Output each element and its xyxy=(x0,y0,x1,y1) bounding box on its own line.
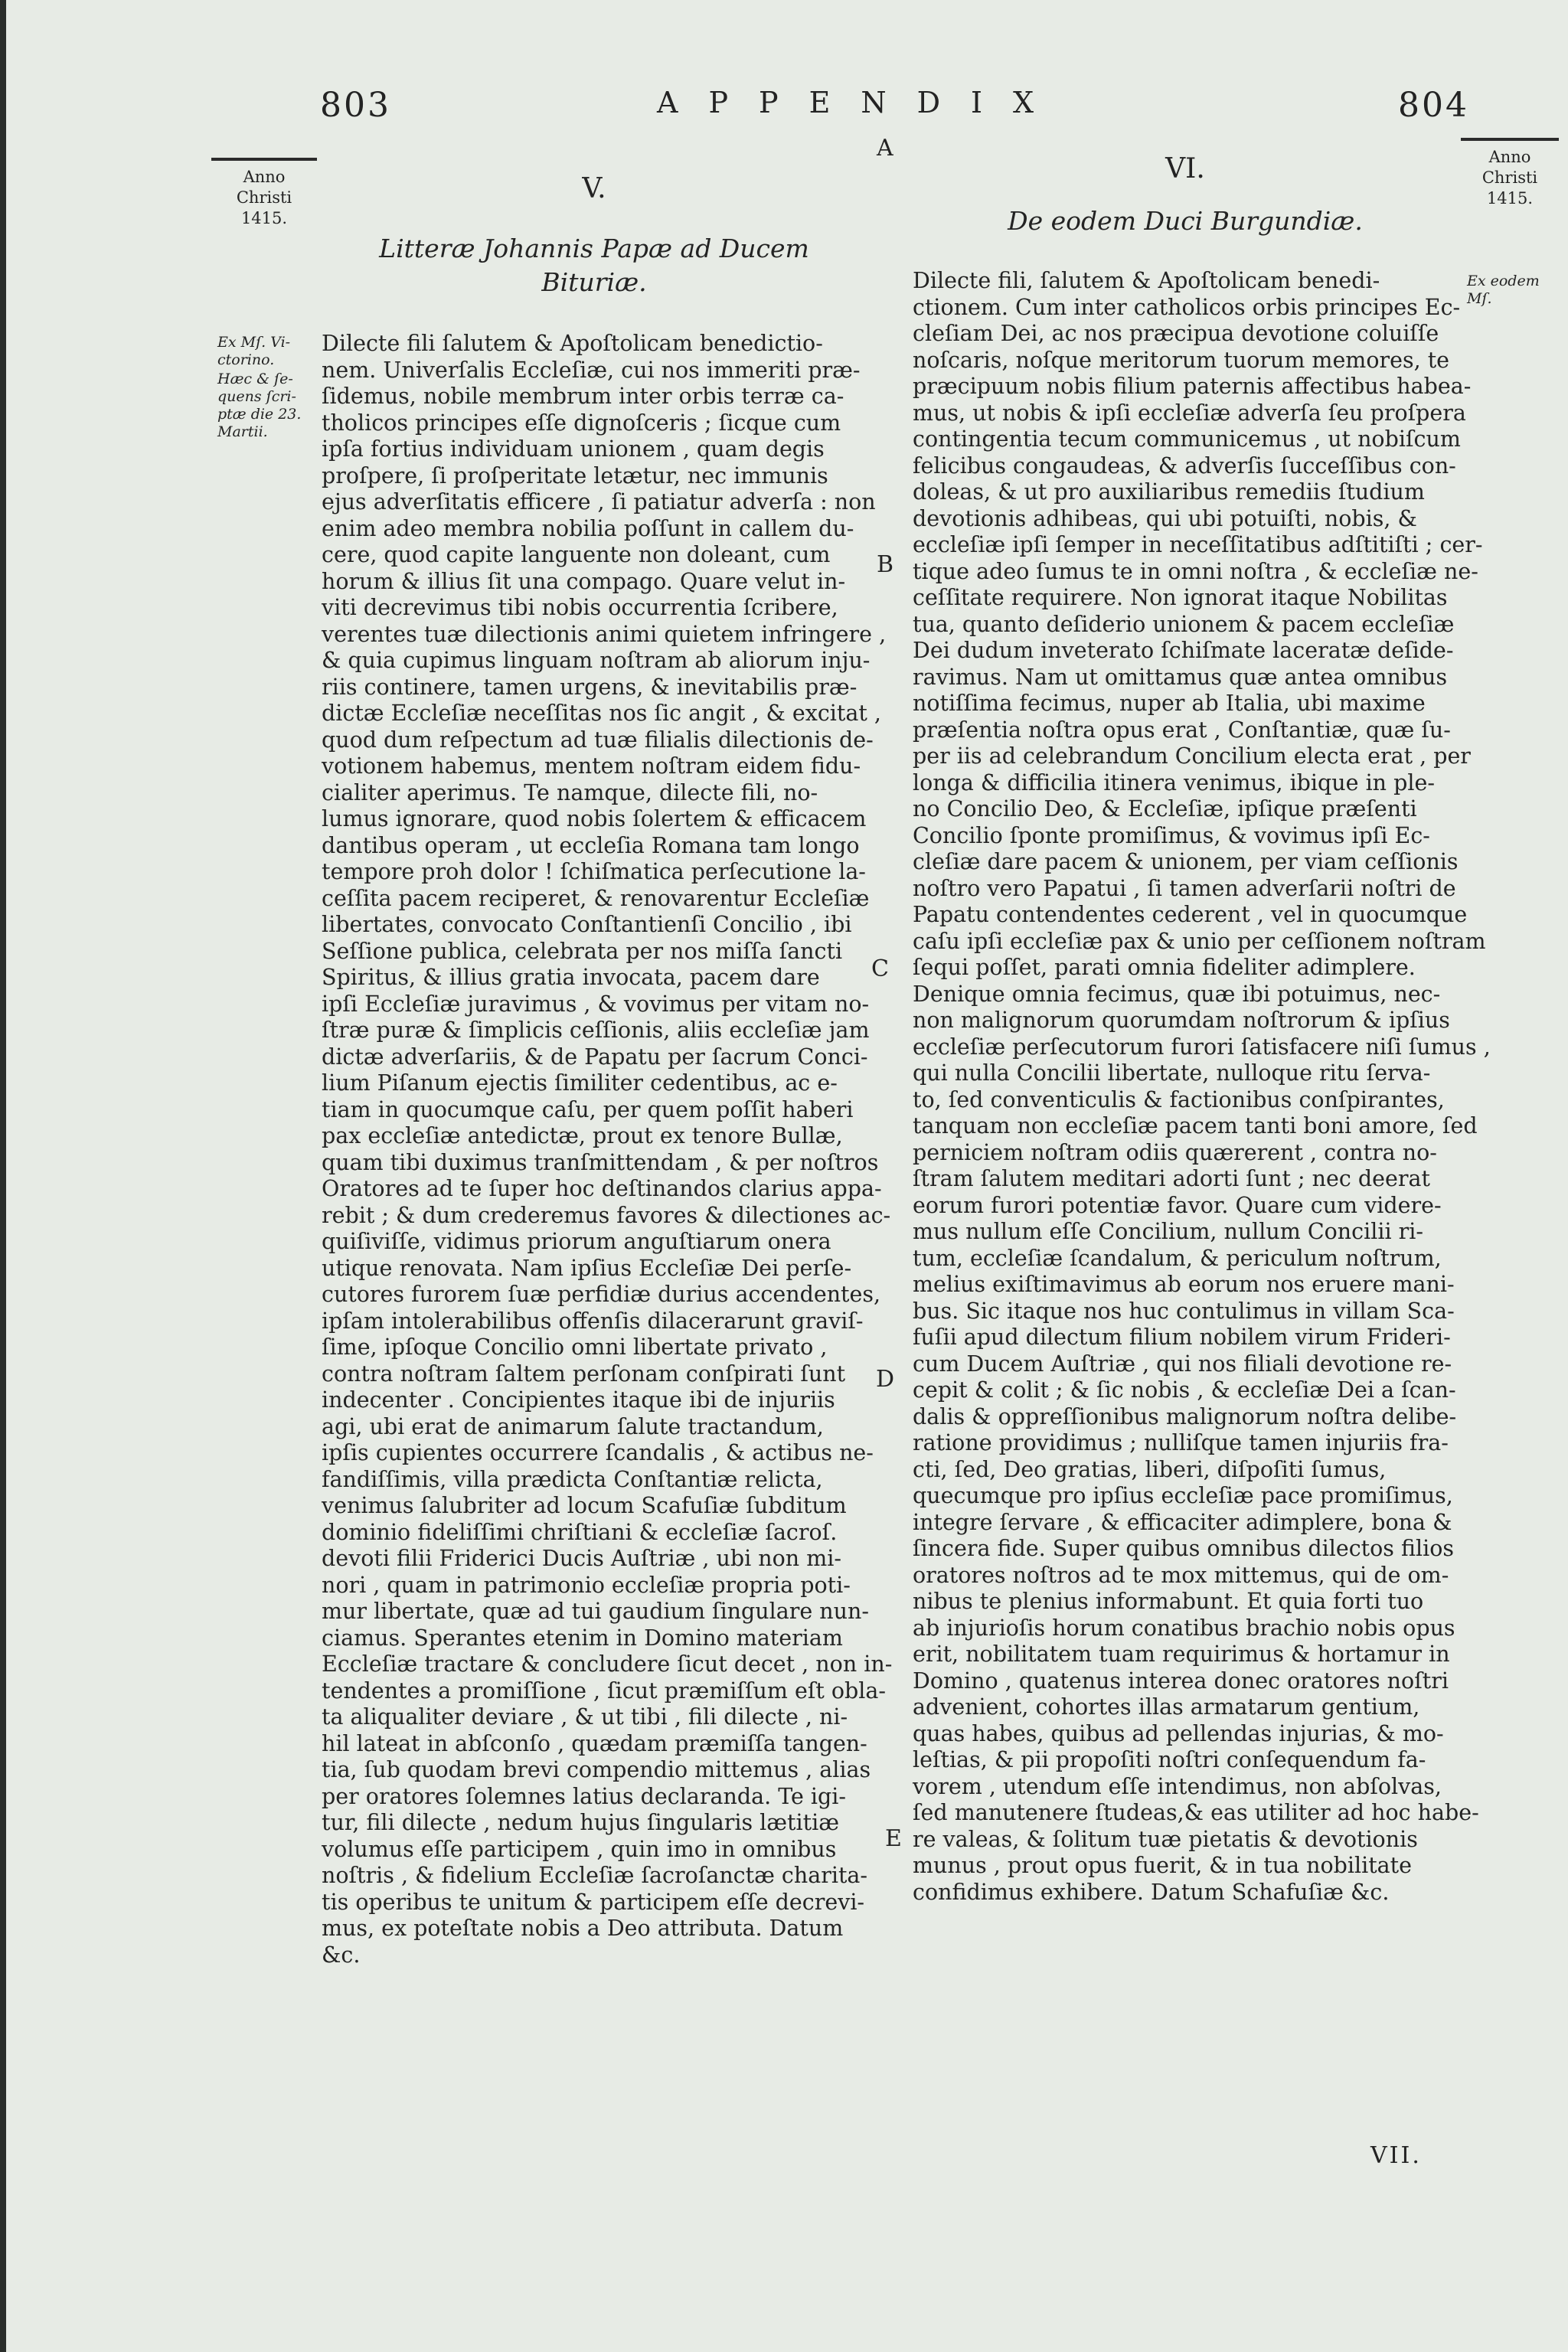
christi-word: Christi xyxy=(1481,168,1538,187)
text-line: contingentia tecum communicemus , ut nobiſcum xyxy=(913,426,1461,452)
text-line: tia, ſub quodam brevi compendio mittemus , alias xyxy=(322,1757,871,1782)
text-line: cti, ſed, Deo gratias, liberi, diſpoſiti ſumus, xyxy=(913,1456,1387,1482)
text-line: horum & illius ſit una compago. Quare velut in- xyxy=(322,568,846,594)
text-line: cum Ducem Auſtriæ , qui nos filiali devotione re- xyxy=(913,1351,1452,1377)
running-title: APPENDIX xyxy=(657,86,1065,119)
text-line: mus, ex poteſtate nobis a Deo attributa. Datum xyxy=(322,1916,844,1941)
text-line: integre ſervare , & efficaciter adimplere, bona & xyxy=(913,1509,1452,1535)
text-line: ſtram ſalutem meditari adorti ſunt ; nec deerat xyxy=(913,1166,1430,1191)
text-line: ſidemus, nobile membrum inter orbis terræ ca- xyxy=(322,384,844,409)
text-line: dalis & oppreſſionibus malignorum noſtra delibe- xyxy=(913,1403,1457,1429)
anno-year: 1415. xyxy=(240,209,288,227)
text-line: votionem habemus, mentem noſtram eidem fidu- xyxy=(322,753,861,779)
text-line: quiſiviſſe, vidimus priorum anguſtiarum onera xyxy=(322,1229,831,1254)
text-line: ravimus. Nam ut omittamus quæ antea omnibus xyxy=(913,664,1448,690)
text-line: eccleſiæ perſecutorum furori ſatisfacere niſi ſumus , xyxy=(913,1034,1491,1060)
text-line: Concilio ſponte promiſimus, & vovimus ipſi Ec- xyxy=(913,822,1430,848)
text-line: noſtris , & fidelium Eccleſiæ ſacroſanctæ charita- xyxy=(322,1863,868,1888)
text-line: Eccleſiæ tractare & concludere ſicut decet , non in- xyxy=(322,1651,893,1677)
letter-vi-heading xyxy=(913,153,1458,238)
text-line: noſcaris, noſque meritorum tuorum memores, te xyxy=(913,347,1450,373)
text-line: ceſſita pacem reciperet, & renovarentur Eccleſiæ xyxy=(322,885,870,911)
text-line: & quia cupimus linguam noſtram ab aliorum inju- xyxy=(322,648,871,673)
text-line: ipſa fortius individuam unionem , quam degis xyxy=(322,436,825,462)
text-line: volumus eſſe participem , quin imo in omnibus xyxy=(322,1836,837,1862)
anno-christi-left xyxy=(211,158,317,229)
text-line: ſtræ puræ & ſimplicis ceſſionis, aliis eccleſiæ jam xyxy=(322,1018,870,1043)
margin-letter-e: E xyxy=(885,1825,902,1852)
text-line: lium Piſanum ejectis ſimiliter cedentibus, ac e- xyxy=(322,1070,838,1096)
text-line: contra noſtram ſaltem perſonam conſpirati ſunt xyxy=(322,1361,846,1387)
text-line: utique renovata. Nam ipſius Eccleſiæ Dei perſe- xyxy=(322,1255,852,1281)
text-line: pax eccleſiæ antedictæ, prout ex tenore Bullæ, xyxy=(322,1123,843,1148)
text-line: confidimus exhibere. Datum Schafuſiæ &c. xyxy=(913,1879,1390,1905)
text-line: advenient, cohortes illas armatarum gentium, xyxy=(913,1694,1420,1720)
left-page-number: 803 xyxy=(320,86,391,125)
text-line: tur, fili dilecte , nedum hujus ſingularis lætitiæ xyxy=(322,1810,839,1835)
text-line: ejus adverſitatis efficere , ſi patiatur adverſa : non xyxy=(322,489,876,514)
text-line: dictæ adverſariis, & de Papatu per ſacrum Conci- xyxy=(322,1044,868,1070)
letter-v-heading xyxy=(322,173,867,299)
text-line: tendentes a promiſſione , ſicut præmiſſum eſt obla- xyxy=(322,1677,887,1704)
christi-word: Christi xyxy=(236,188,292,207)
text-line: cepit & colit ; & ſic nobis , & eccleſiæ Dei a ſcan- xyxy=(913,1377,1456,1403)
margin-letter-d: D xyxy=(876,1366,895,1393)
catchword: VII. xyxy=(1370,2142,1422,2169)
text-line: per oratores ſolemnes latius declaranda. Te igi- xyxy=(322,1783,847,1809)
text-line: mur libertate, quæ ad tui gaudium ſingulare nun- xyxy=(322,1599,869,1624)
text-line: tholicos principes eſſe dignoſceris ; ſicque cum xyxy=(322,410,841,436)
letter-vi-number: VI. xyxy=(1165,153,1205,185)
text-line: melius exiſtimavimus ab eorum nos eruere mani- xyxy=(913,1272,1455,1297)
text-line: non malignorum quorumdam noſtrorum & ipſius xyxy=(913,1008,1450,1033)
text-line: eorum furori potentiæ favor. Quare cum videre- xyxy=(913,1192,1442,1218)
text-line: præcipuum nobis filium paternis affectibus habea- xyxy=(913,374,1472,399)
text-line: oratores noſtros ad te mox mittemus, qui de om- xyxy=(913,1562,1449,1588)
text-line: to, ſed conventiculis & factionibus conſpirantes, xyxy=(913,1086,1445,1112)
text-line: hil lateat in abſconſo , quædam præmiſſa tangen- xyxy=(322,1730,867,1756)
text-line: devotionis adhibeas, qui ubi potuiſti, nobis, & xyxy=(913,505,1417,531)
text-line: fuſii apud dilectum filium nobilem virum Frideri- xyxy=(913,1325,1451,1350)
text-line: tis operibus te unitum & participem eſſe decrevi- xyxy=(322,1889,865,1915)
margin-note-right: Ex eodem Mſ. xyxy=(1467,273,1540,307)
text-line: cutores furorem ſuæ perfidiæ durius accendentes, xyxy=(322,1282,881,1307)
text-line: tanquam non eccleſiæ pacem tanti boni amore, ſed xyxy=(913,1113,1478,1138)
text-line: Seſſione publica, celebrata per nos miſſa ſancti xyxy=(322,938,843,964)
text-line: cleſiam Dei, ac nos præcipua devotione coluiſſe xyxy=(913,321,1439,346)
anno-rule xyxy=(1461,138,1559,141)
text-line: vorem , utendum eſſe intendimus, non abſolvas, xyxy=(913,1773,1442,1799)
text-line: quam tibi duximus tranſmittendam , & per noſtros xyxy=(322,1149,879,1175)
text-line: qui nulla Concilii libertate, nulloque ritu ſerva- xyxy=(913,1060,1431,1086)
text-line: ratione providimus ; nulliſque tamen injuriis fra- xyxy=(913,1430,1449,1455)
text-line: ſequi poſſet, parati omnia fideliter adimplere. xyxy=(913,955,1416,980)
text-line: ſime, ipſoque Concilio omni libertate privato , xyxy=(322,1334,828,1360)
text-line: ipſi Eccleſiæ juravimus , & vovimus per vitam no- xyxy=(322,991,870,1017)
text-line: munus , prout opus fuerit, & in tua nobilitate xyxy=(913,1853,1412,1878)
text-line: Spiritus, & illius gratia invocata, pacem dare xyxy=(322,965,820,990)
text-line: lumus ignorare, quod nobis ſolertem & efficacem xyxy=(322,806,867,831)
text-line: tique adeo ſumus te in omni noſtra , & eccleſiæ ne- xyxy=(913,558,1478,584)
text-line: mus nullum eſſe Concilium, nullum Concilii ri- xyxy=(913,1219,1424,1244)
text-line: quod dum reſpectum ad tuæ filialis dilectionis de- xyxy=(322,727,874,753)
text-line: leſtias, & pii propoſiti noſtri conſequendum fa- xyxy=(913,1747,1426,1772)
page-edge-shadow xyxy=(0,0,6,2352)
text-line: ab injurioſis horum conatibus brachio nobis opus xyxy=(913,1615,1455,1641)
text-line: fandiſſimis, villa prædicta Conſtantiæ relicta, xyxy=(322,1466,823,1492)
text-line: Papatu contendentes cederent , vel in quocumque xyxy=(913,902,1468,927)
right-page-number: 804 xyxy=(1398,86,1469,125)
text-line: erit, nobilitatem tuam requirimus & hortamur in xyxy=(913,1642,1450,1667)
text-line: no Concilio Deo, & Eccleſiæ, ipſique præſenti xyxy=(913,796,1417,822)
text-line: ta aliqualiter deviare , & ut tibi , fili dilecte , ni- xyxy=(322,1704,848,1730)
text-line: Oratores ad te ſuper hoc deſtinandos clarius appa- xyxy=(322,1176,882,1201)
letter-vi-text xyxy=(913,268,1491,1906)
text-line: Dilecte fili, ſalutem & Apoſtolicam benedi- xyxy=(913,268,1380,293)
margin-note-source: Ex Mſ. Vi- ctorino. xyxy=(217,334,291,368)
text-line: verentes tuæ dilectionis animi quietem infringere , xyxy=(322,621,887,647)
text-line: tiam in quocumque caſu, per quem poſſit haberi xyxy=(322,1096,854,1122)
text-line: Dei dudum inveterato ſchiſmate laceratæ deſide- xyxy=(913,638,1454,663)
text-line: cialiter aperimus. Te namque, dilecte fili, no- xyxy=(322,779,818,805)
text-line: quecumque pro ipſius eccleſiæ pace promiſimus, xyxy=(913,1483,1453,1508)
anno-rule xyxy=(211,158,317,161)
text-line: enim adeo membra nobilia poſſunt in callem du- xyxy=(322,515,854,541)
text-line: per iis ad celebrandum Concilium electa erat , per xyxy=(913,743,1471,769)
margin-note-date: Hæc & ſe- quens ſcri- ptæ die 23. Martii. xyxy=(217,371,302,440)
text-line: perniciem noſtram odiis quærerent , contra no- xyxy=(913,1139,1437,1165)
text-line: indecenter . Concipientes itaque ibi de injuriis xyxy=(322,1387,835,1413)
text-line: tum, eccleſiæ ſcandalum, & periculum noſtrum, xyxy=(913,1245,1442,1271)
text-line: nem. Univerſalis Eccleſiæ, cui nos immeriti præ- xyxy=(322,357,861,383)
text-line: nori , quam in patrimonio eccleſiæ propria poti- xyxy=(322,1572,851,1598)
anno-word: Anno xyxy=(243,168,286,186)
anno-year: 1415. xyxy=(1486,189,1534,207)
text-line: tempore proh dolor ! ſchiſmatica perſecutione la- xyxy=(322,859,866,884)
text-line: longa & difficilia itinera venimus, ibique in ple- xyxy=(913,769,1435,795)
text-line: noſtro vero Papatui , ſi tamen adverſarii noſtri de xyxy=(913,875,1456,901)
text-line: quas habes, quibus ad pellendas injurias, & mo- xyxy=(913,1720,1444,1746)
text-line: dominio fideliſſimi chriſtiani & eccleſiæ ſacroſ. xyxy=(322,1519,838,1545)
letter-v-text xyxy=(322,331,893,1968)
text-line: nibus te plenius informabunt. Et quia forti tuo xyxy=(913,1589,1424,1614)
text-line: dantibus operam , ut eccleſia Romana tam longo xyxy=(322,832,860,858)
text-line: bus. Sic itaque nos huc contulimus in villam Sca- xyxy=(913,1298,1455,1324)
text-line: ceſſitate requirere. Non ignorat itaque Nobilitas xyxy=(913,585,1448,610)
text-line: præſentia noſtra opus erat , Conſtantiæ, quæ ſu- xyxy=(913,717,1451,743)
text-line: doleas, & ut pro auxiliaribus remediis ſtudium xyxy=(913,479,1425,505)
text-line: ſincera fide. Super quibus omnibus dilectos filios xyxy=(913,1536,1454,1561)
text-line: ctionem. Cum inter catholicos orbis principes Ec- xyxy=(913,294,1461,320)
text-line: &c. xyxy=(322,1942,361,1968)
anno-word: Anno xyxy=(1488,148,1531,166)
text-line: ciamus. Sperantes etenim in Domino materiam xyxy=(322,1625,843,1651)
text-line: cere, quod capite languente non doleant, cum xyxy=(322,542,831,567)
text-line: felicibus congaudeas, & adverſis ſucceſſibus con- xyxy=(913,452,1456,479)
text-line: tua, quanto deſiderio unionem & pacem eccleſiæ xyxy=(913,611,1455,637)
letter-vi-title: De eodem Duci Burgundiæ. xyxy=(1008,206,1363,236)
text-line: rebit ; & dum crederemus favores & dilectiones ac- xyxy=(322,1202,891,1228)
text-line: Dilecte fili ſalutem & Apoſtolicam benedictio- xyxy=(322,331,823,356)
margin-letter-a: A xyxy=(877,135,893,162)
text-line: agi, ubi erat de animarum ſalute tractandum, xyxy=(322,1413,824,1439)
letter-v-title: Litteræ Johannis Papæ ad Ducem Bituriæ. xyxy=(379,234,809,297)
text-line: cleſiæ dare pacem & unionem, per viam ceſſionis xyxy=(913,849,1459,874)
text-line: Denique omnia fecimus, quæ ibi potuimus, nec- xyxy=(913,981,1441,1007)
text-line: mus, ut nobis & ipſi eccleſiæ adverſa ſeu proſpera xyxy=(913,400,1466,426)
text-line: ipſis cupientes occurrere ſcandalis , & actibus ne- xyxy=(322,1440,874,1465)
text-line: eccleſiæ ipſi ſemper in neceſſitatibus adſtitiſti ; cer- xyxy=(913,532,1483,557)
text-line: devoti filii Friderici Ducis Auſtriæ , ubi non mi- xyxy=(322,1546,841,1571)
text-line: notiſſima fecimus, nuper ab Italia, ubi maxime xyxy=(913,691,1426,716)
text-line: dictæ Eccleſiæ neceſſitas nos ſic angit , & excitat , xyxy=(322,701,881,726)
text-line: ipſam intolerabilibus offenſis dilacerarunt graviſ- xyxy=(322,1308,864,1334)
anno-christi-right xyxy=(1461,138,1559,209)
text-line: venimus ſalubriter ad locum Scafuſiæ ſubditum xyxy=(322,1493,847,1518)
margin-letter-c: C xyxy=(871,956,889,982)
margin-letter-b: B xyxy=(877,551,894,578)
text-line: re valeas, & ſolitum tuæ pietatis & devotionis xyxy=(913,1826,1418,1852)
text-line: riis continere, tamen urgens, & inevitabilis præ- xyxy=(322,674,858,700)
text-line: Domino , quatenus interea donec oratores noſtri xyxy=(913,1668,1449,1694)
text-line: caſu ipſi eccleſiæ pax & unio per ceſſionem noſtram xyxy=(913,928,1486,954)
text-line: proſpere, ſi proſperitate letætur, nec immunis xyxy=(322,462,828,488)
text-line: ſed manutenere ſtudeas,& eas utiliter ad hoc habe- xyxy=(913,1800,1479,1825)
text-line: viti decrevimus tibi nobis occurrentia ſcribere, xyxy=(322,595,838,620)
text-line: libertates, convocato Conſtantienſi Concilio , ibi xyxy=(322,912,852,937)
letter-v-number: V. xyxy=(582,173,606,204)
